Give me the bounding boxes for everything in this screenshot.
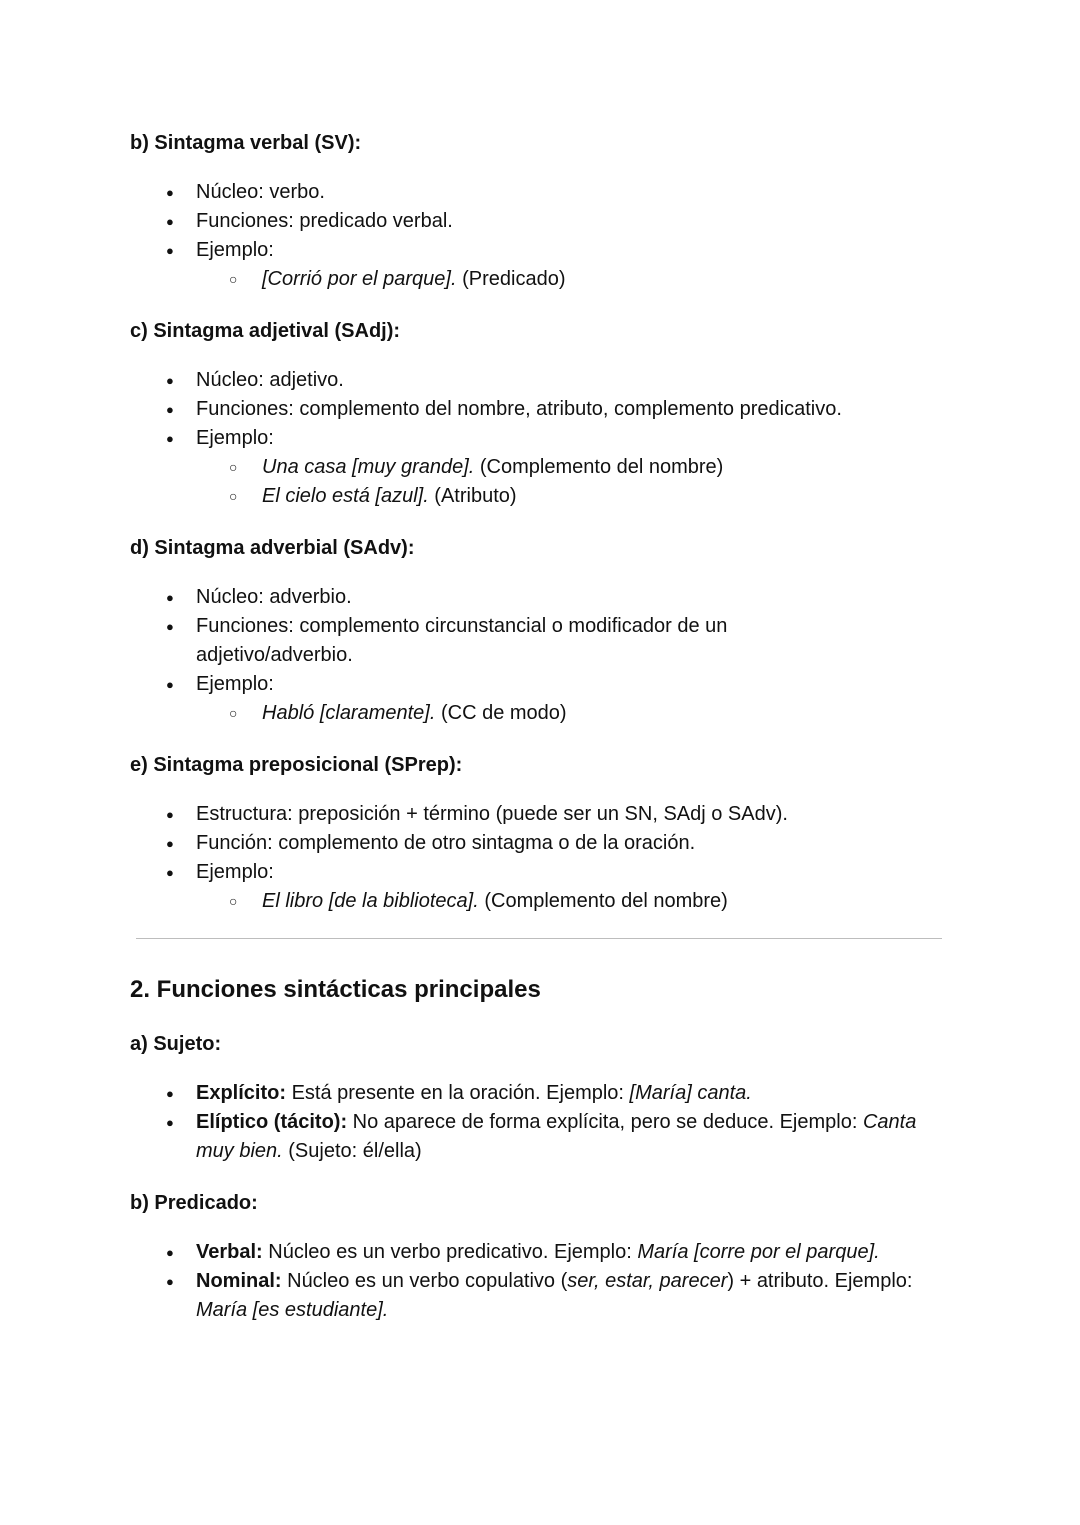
definition-text: Núcleo es un verbo predicativo. Ejemplo: <box>262 1241 638 1263</box>
heading-sintagma-adverbial: d) Sintagma adverbial (SAdv): <box>130 537 415 559</box>
list-item: ● Estructura: preposición + término (puede ser un SN, SAdj o SAdv). <box>196 800 1080 829</box>
example-note: (Atributo) <box>428 485 517 507</box>
list-item: ● Funciones: predicado verbal. <box>196 207 1080 236</box>
sublist-examples <box>196 265 1080 294</box>
term-label: Elíptico (tácito): <box>196 1111 348 1133</box>
heading-sintagma-adjetival: c) Sintagma adjetival (SAdj): <box>130 320 401 342</box>
example-text: María [corre por el parque]. <box>637 1241 880 1263</box>
list-item <box>196 424 1080 511</box>
example-note: (Predicado) <box>456 268 566 290</box>
list-item <box>196 236 1080 294</box>
example-item <box>262 482 1080 511</box>
list-sujeto <box>130 1079 1080 1166</box>
list-sintagma-preposicional <box>130 800 1080 916</box>
term-label: Verbal: <box>196 1241 263 1263</box>
list-item <box>196 1079 1080 1108</box>
example-note: (Sujeto: él/ella) <box>282 1140 422 1162</box>
heading-sintagma-preposicional: e) Sintagma preposicional (SPrep): <box>130 754 463 776</box>
list-item: ● Núcleo: adjetivo. <box>196 366 1080 395</box>
list-item <box>196 1267 916 1325</box>
definition-text: Núcleo es un verbo copulativo ( <box>281 1270 568 1292</box>
list-sintagma-adverbial <box>130 583 1080 728</box>
list-item <box>196 670 1080 728</box>
list-item: ● Núcleo: verbo. <box>196 178 1080 207</box>
list-item: ● Funciones: complemento del nombre, atributo, complemento predicativo. <box>196 395 1080 424</box>
list-item: ● Funciones: complemento circunstancial o modificador de un adjetivo/adverbio. <box>196 612 796 670</box>
list-item <box>196 858 1080 916</box>
example-text: María [es estudiante]. <box>196 1299 389 1321</box>
heading-sintagma-verbal: b) Sintagma verbal (SV): <box>130 132 362 154</box>
definition-text: Está presente en la oración. Ejemplo: <box>286 1082 630 1104</box>
example-item <box>262 265 1080 294</box>
term-label: Nominal: <box>196 1270 282 1292</box>
heading-sujeto: a) Sujeto: <box>130 1033 222 1055</box>
ejemplo-label: Ejemplo: <box>196 861 274 883</box>
example-text: El cielo está [azul]. <box>262 485 429 507</box>
definition-text: No aparece de forma explícita, pero se deduce. Ejemplo: <box>347 1111 863 1133</box>
definition-text: ) + atributo. Ejemplo: <box>727 1270 913 1292</box>
example-text: [Corrió por el parque]. <box>262 268 457 290</box>
ejemplo-label: Ejemplo: <box>196 673 274 695</box>
list-predicado <box>130 1238 1080 1325</box>
example-text: El libro [de la biblioteca]. <box>262 890 479 912</box>
example-note: (CC de modo) <box>435 702 567 724</box>
list-item: ● Función: complemento de otro sintagma o de la oración. <box>196 829 1080 858</box>
example-note: (Complemento del nombre) <box>474 456 724 478</box>
verb-list: ser, estar, parecer <box>567 1270 728 1292</box>
list-item <box>196 1238 1080 1267</box>
sublist-examples <box>196 887 1080 916</box>
example-item <box>262 453 1080 482</box>
heading-predicado: b) Predicado: <box>130 1192 258 1214</box>
section-divider <box>136 938 942 939</box>
sublist-examples <box>196 699 1080 728</box>
section-title: 2. Funciones sintácticas principales <box>130 976 541 1003</box>
term-label: Explícito: <box>196 1082 287 1104</box>
sublist-examples <box>196 453 1080 511</box>
example-text: Canta muy bien. <box>196 1111 917 1162</box>
list-sintagma-verbal <box>130 178 1080 294</box>
example-text: [María] canta. <box>629 1082 752 1104</box>
ejemplo-label: Ejemplo: <box>196 427 274 449</box>
list-item: ● Núcleo: adverbio. <box>196 583 1080 612</box>
example-item <box>262 887 1080 916</box>
list-sintagma-adjetival <box>130 366 1080 511</box>
list-item <box>196 1108 936 1166</box>
example-note: (Complemento del nombre) <box>478 890 728 912</box>
example-text: Habló [claramente]. <box>262 702 436 724</box>
example-item <box>262 699 1080 728</box>
ejemplo-label: Ejemplo: <box>196 239 274 261</box>
example-text: Una casa [muy grande]. <box>262 456 475 478</box>
